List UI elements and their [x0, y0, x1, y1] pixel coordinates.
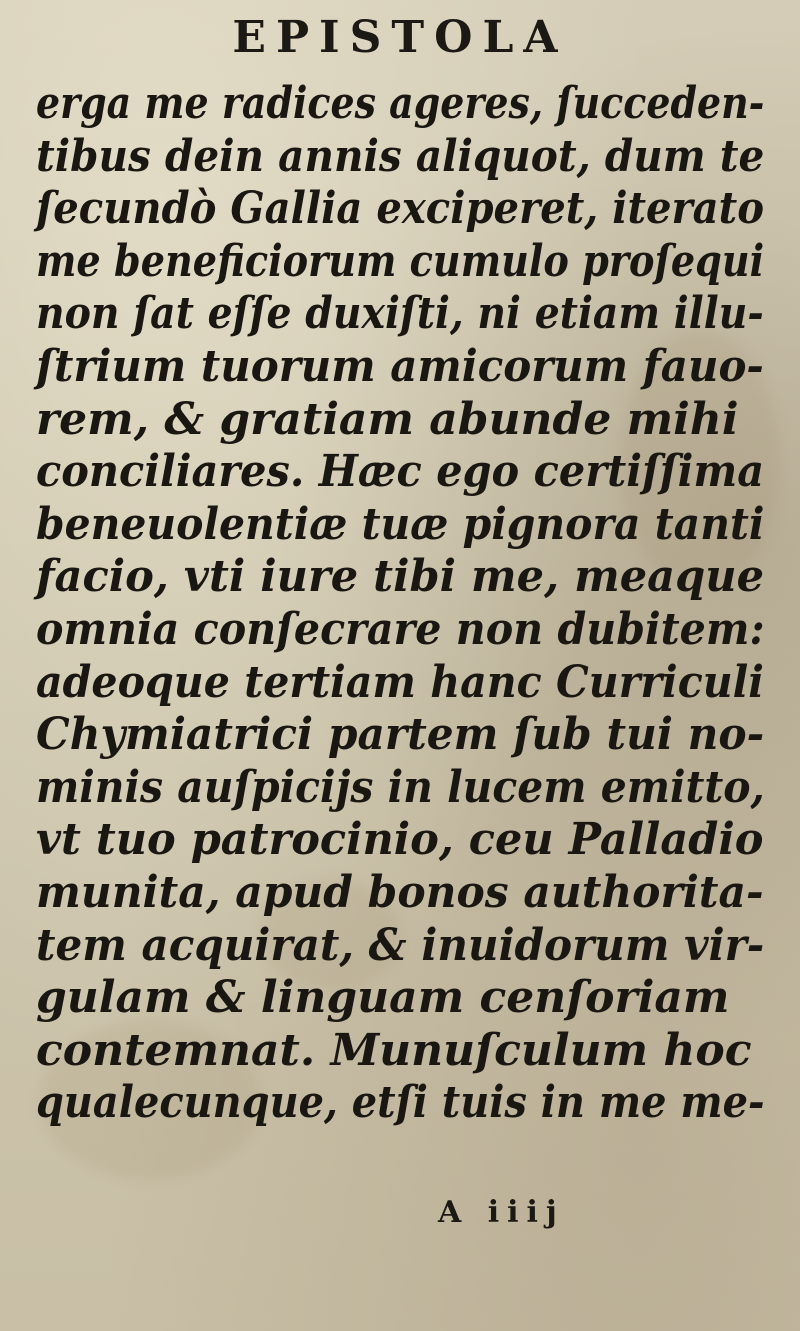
signature-mark: A iiij — [438, 1195, 565, 1230]
text-line: Chymiatrici partem ſub tui no- — [36, 709, 765, 761]
text-line: ſtrium tuorum amicorum fauo- — [36, 340, 764, 392]
text-line: adeoque tertiam hanc Curriculi — [36, 656, 764, 708]
text-line: omnia conſecrare non dubitem: — [36, 603, 765, 655]
text-line: erga me radices ageres, ſucceden- — [36, 78, 765, 129]
text-line: non ſat eſſe duxiſti, ni etiam illu- — [36, 288, 764, 340]
text-line: minis auſpicijs in lucem emitto, — [36, 761, 765, 813]
text-line: tem acquirat, & inuidorum vir- — [36, 919, 765, 971]
body-text — [36, 78, 765, 1130]
text-line: tibus dein annis aliquot, dum te — [36, 130, 765, 182]
text-line: gulam & linguam cenſoriam — [36, 972, 730, 1024]
text-line: facio, vti iure tibi me, meaque — [36, 551, 765, 603]
text-line: munita, apud bonos authorita- — [36, 866, 764, 918]
text-line: beneuolentiæ tuæ pignora tanti — [36, 498, 765, 550]
text-line: vt tuo patrocinio, ceu Palladio — [36, 814, 764, 866]
text-line: qualecunque, etſi tuis in me me- — [36, 1077, 765, 1129]
text-line: me beneficiorum cumulo proſequi — [36, 235, 765, 287]
text-line: rem, & gratiam abunde mihi — [36, 393, 739, 445]
running-head: EPISTOLA — [232, 12, 568, 63]
text-line: contemnat. Munuſculum hoc — [36, 1024, 752, 1076]
text-line: conciliares. Hæc ego certiſſima — [36, 446, 765, 498]
text-line: ſecundò Gallia exciperet, iterato — [36, 183, 764, 235]
